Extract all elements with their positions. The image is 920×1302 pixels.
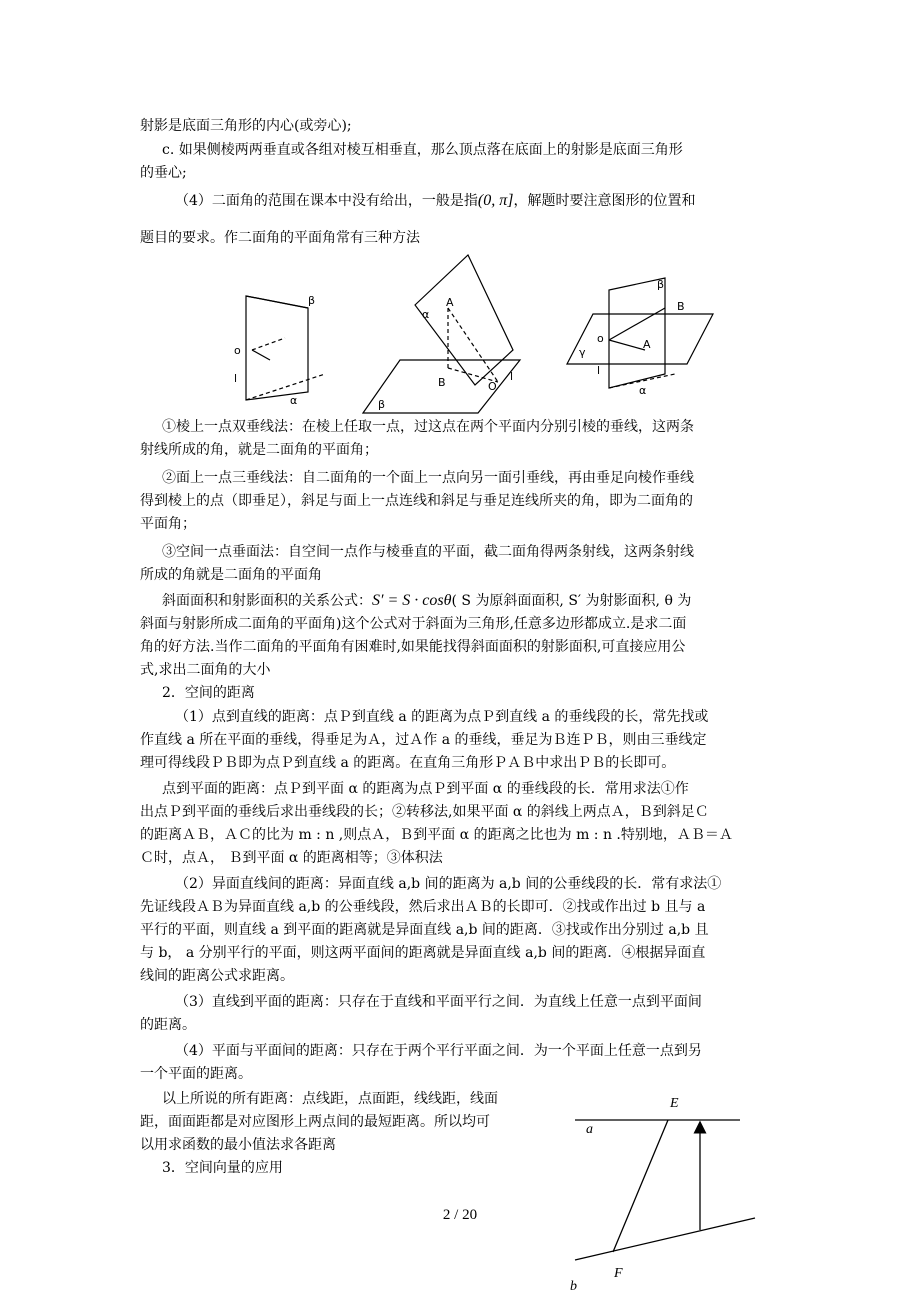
label-alpha: α [422, 308, 430, 321]
text-span: 斜面面积和射影面积的关系公式： [162, 593, 372, 609]
math-interval: (0, π] [477, 192, 514, 209]
label-beta: β [378, 398, 386, 411]
text-line: 线间的距离公式求距离。 [140, 968, 294, 984]
text-line: 角的好方法.当作二面角的平面角有困难时,如果能找得斜面面积的射影面积,可直接应用公 [140, 639, 686, 655]
label-o: o [597, 332, 604, 345]
figure-skew-lines [560, 1090, 770, 1300]
label-E: E [670, 1096, 679, 1111]
label-l: l [234, 372, 238, 385]
label-A: A [643, 338, 651, 351]
figure-dihedral-2 [360, 250, 530, 415]
text-line: （2）异面直线间的距离：异面直线 a,b 间的距离为 a,b 间的公垂线段的长．常有求法① [175, 876, 722, 892]
text-line: 理可得线段ＰＢ即为点Ｐ到直线 a 的距离。在直角三角形ＰＡＢ中求出ＰＢ的长即可。 [140, 755, 676, 771]
text-line: 先证线段ＡＢ为异面直线 a,b 的公垂线段，然后求出ＡＢ的长即可．②找或作出过 b 且与 a [140, 899, 706, 915]
text-line: 点到平面的距离：点Ｐ到平面 α 的距离为点Ｐ到平面 α 的垂线段的长．常用求法①作 [162, 781, 689, 797]
label-b: b [570, 1279, 577, 1294]
label-beta: β [308, 294, 316, 307]
text-line: ①棱上一点双垂线法：在棱上任取一点，过这点在两个平面内分别引棱的垂线，这两条 [162, 419, 694, 435]
text-line: 的距离ＡＢ，ＡＣ的比为 m : n ,则点Ａ，Ｂ到平面 α 的距离之比也为 m : n .特别地，ＡＢ＝Ａ [140, 827, 733, 843]
label-F: F [614, 1266, 623, 1281]
text-line: Ｃ时，点Ａ， Ｂ到平面 α 的距离相等；③体积法 [140, 850, 443, 866]
figure-dihedral-3 [565, 270, 715, 410]
plane-alpha-shape [415, 255, 513, 385]
page-number: 2 / 20 [442, 1207, 478, 1223]
text-line: （4）平面与平面间的距离：只存在于两个平行平面之间．为一个平面上任意一点到另 [175, 1043, 702, 1059]
text-line: 与 b， a 分别平行的平面，则这两平面间的距离就是异面直线 a,b 间的距离．④根据异面直 [140, 945, 706, 961]
text-line: 的距离。 [140, 1017, 196, 1033]
text-line: 的垂心; [140, 165, 187, 181]
plane-beta-shape [246, 296, 308, 400]
label-a: a [586, 1122, 593, 1137]
text-span: ，解题时要注意图形的位置和 [513, 193, 696, 209]
text-line [175, 192, 695, 210]
text-line: 射线所成的角，就是二面角的平面角； [140, 442, 378, 458]
label-alpha: α [290, 394, 298, 407]
text-line: （3）直线到平面的距离：只存在于直线和平面平行之间．为直线上任意一点到平面间 [175, 994, 702, 1010]
segment-EF [613, 1120, 668, 1252]
label-B: B [438, 376, 446, 389]
text-span: ( S 为原斜面面积, S′ 为射影面积, θ 为 [451, 593, 692, 609]
figure-dihedral-1 [230, 278, 340, 413]
label-gamma: γ [579, 346, 586, 359]
label-beta: β [657, 278, 665, 291]
text-line: 距，面面距都是对应图形上两点间的最短距离。所以均可 [140, 1114, 490, 1130]
text-line: 以用求函数的最小值法求各距离 [140, 1137, 336, 1153]
text-line: 平行的平面，则直线 a 到平面的距离就是异面直线 a,b 间的距离．③找或作出分别过 a,b 且 [140, 922, 709, 938]
label-A: A [446, 296, 454, 309]
label-B: B [677, 300, 685, 313]
text-line: ②面上一点三垂线法：自二面角的一个面上一点向另一面引垂线，再由垂足向棱作垂线 [162, 470, 694, 486]
text-span: （4）二面角的范围在课本中没有给出，一般是指 [175, 193, 478, 209]
text-line: c. 如果侧棱两两垂直或各组对棱互相垂直，那么顶点落在底面上的射影是底面三角形 [162, 142, 683, 158]
plane-beta-shape [609, 278, 665, 388]
line-b [575, 1218, 755, 1260]
text-line: 平面角； [140, 516, 196, 532]
label-l: l [510, 370, 514, 383]
section-heading: 2．空间的距离 [162, 685, 255, 701]
text-line: 题目的要求。作二面角的平面角常有三种方法 [140, 230, 420, 246]
text-line: 斜面与射影所成二面角的平面角)这个公式对于斜面为三角形,任意多边形都成立.是求二面 [140, 616, 687, 632]
math-formula: S′ = S · cosθ [372, 592, 452, 609]
plane-gamma-shape [567, 314, 713, 364]
text-line: 射影是底面三角形的内心(或旁心); [140, 118, 352, 134]
text-line: 作直线 a 所在平面的垂线，得垂足为Ａ，过Ａ作 a 的垂线，垂足为Ｂ连ＰＢ，则由三垂线定 [140, 732, 707, 748]
text-line: 得到棱上的点（即垂足），斜足与面上一点连线和斜足与垂足连线所夹的角，即为二面角的 [140, 493, 693, 509]
label-O: O [488, 380, 497, 393]
text-line: （1）点到直线的距离：点Ｐ到直线 a 的距离为点Ｐ到直线 a 的垂线段的长，常先找或 [175, 709, 709, 725]
text-line: 一个平面的距离。 [140, 1066, 252, 1082]
label-o: o [234, 344, 241, 357]
text-line: 出点Ｐ到平面的垂线后求出垂线段的长；②转移法,如果平面 α 的斜线上两点Ａ，Ｂ到斜足Ｃ [140, 804, 709, 820]
text-line: 所成的角就是二面角的平面角 [140, 567, 322, 583]
text-line [162, 592, 691, 610]
text-line: 式,求出二面角的大小 [140, 662, 271, 678]
label-alpha: α [639, 384, 647, 397]
section-heading: 3．空间向量的应用 [162, 1160, 283, 1176]
text-line: 以上所说的所有距离：点线距，点面距，线线距，线面 [162, 1091, 498, 1107]
label-l: l [597, 364, 601, 377]
text-line: ③空间一点垂面法：自空间一点作与棱垂直的平面，截二面角得两条射线，这两条射线 [162, 544, 694, 560]
